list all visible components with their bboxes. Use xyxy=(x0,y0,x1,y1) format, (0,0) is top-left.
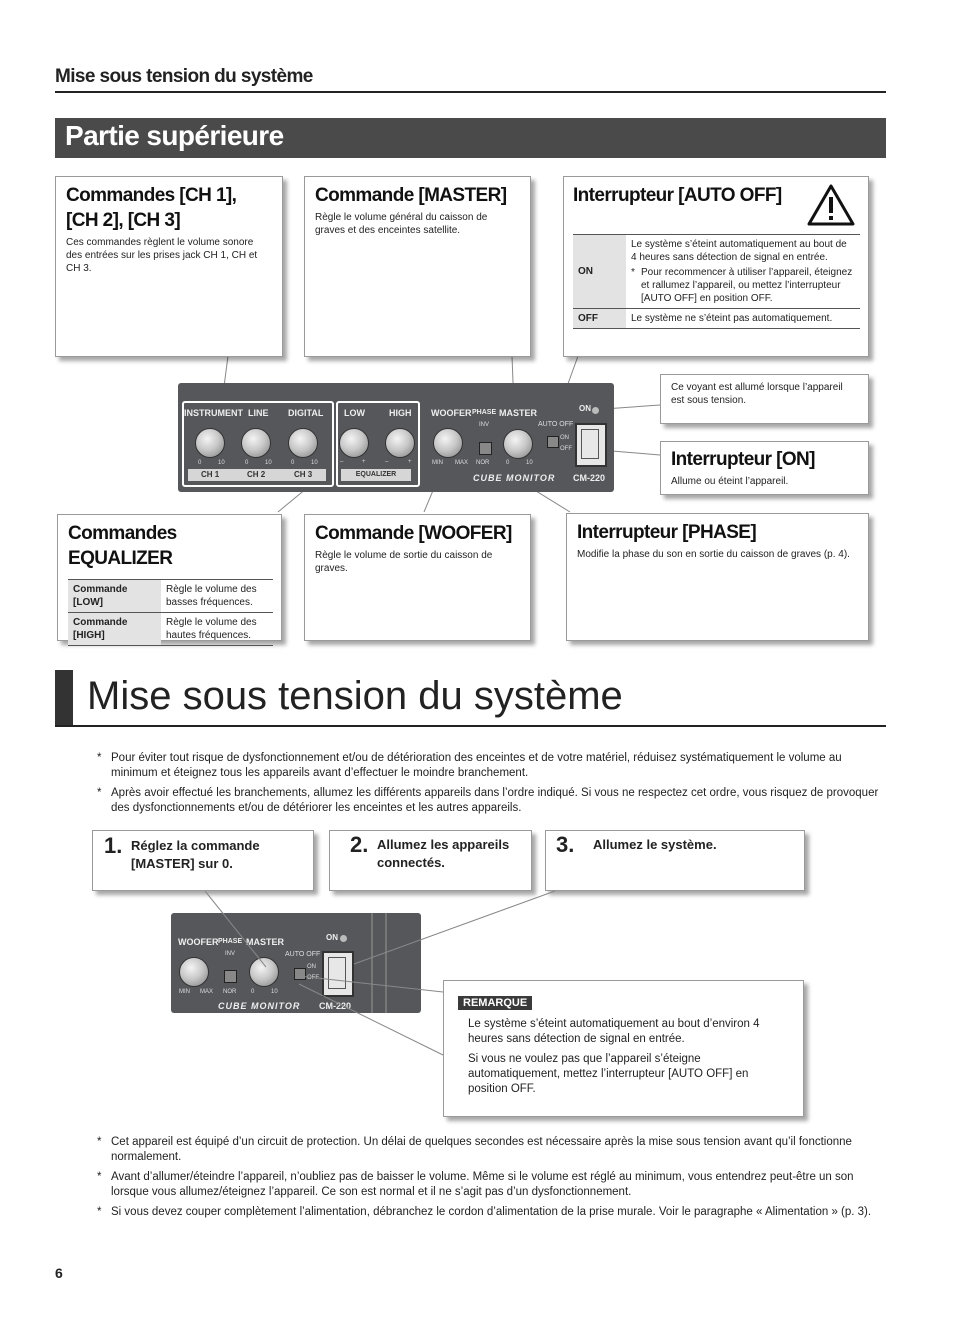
ch1-min-mark: 0 xyxy=(198,460,202,466)
label-digital: DIGITAL xyxy=(288,408,324,418)
zoom-label-inv: INV xyxy=(225,951,236,957)
note-star: * xyxy=(97,1136,102,1148)
list-item xyxy=(97,1135,887,1165)
callout-master xyxy=(304,176,531,357)
auto-off-on-note xyxy=(631,266,855,305)
woofer-min-mark: MIN xyxy=(432,460,443,466)
callout-led xyxy=(660,374,869,424)
callout-ch-text: Ces commandes règlent le volume sonore des entrées sur les prises jack CH 1, CH et CH 3. xyxy=(66,237,258,274)
zoom-master-min-mark: 0 xyxy=(251,989,255,995)
label-woofer: WOOFER xyxy=(431,408,472,418)
callout-ch xyxy=(55,176,283,357)
list-item xyxy=(97,751,887,781)
callout-phase-title: Interrupteur [PHASE] xyxy=(577,522,757,543)
device-panel-top xyxy=(178,383,614,492)
panel-brand: CUBE MONITOR xyxy=(473,473,556,483)
label-ch1: CH 1 xyxy=(201,470,220,479)
auto-off-table xyxy=(573,234,860,329)
woofer-max-mark: MAX xyxy=(455,460,469,466)
section-power-heading xyxy=(55,670,886,727)
master-min-mark: 0 xyxy=(506,460,510,466)
step-3-text: Allumez le système. xyxy=(593,837,717,852)
callout-woofer-text: Règle le volume de sortie du caisson de graves. xyxy=(315,550,493,574)
knob-ch3[interactable] xyxy=(288,428,318,458)
callout-auto-off xyxy=(563,176,869,357)
knob-ch1[interactable] xyxy=(195,428,225,458)
label-nor: NOR xyxy=(476,460,490,466)
note-star: * xyxy=(97,1206,102,1218)
knob-woofer[interactable] xyxy=(433,428,463,458)
remarque-p1: Le système s’éteint automatiquement au bout d’environ 4 heures sans détection de signal en entrée. xyxy=(468,1018,760,1045)
callout-power-text: Allume ou éteint l’appareil. xyxy=(671,476,789,487)
table-row xyxy=(68,580,273,613)
section-power-title: Mise sous tension du système xyxy=(87,674,623,718)
notes-before xyxy=(97,751,887,816)
step-2-number: 2. xyxy=(350,832,369,857)
remarque-box xyxy=(443,980,804,1117)
remarque-label: REMARQUE xyxy=(458,996,532,1010)
zoom-panel-brand: CUBE MONITOR xyxy=(218,1001,301,1011)
zoom-panel-model: CM-220 xyxy=(319,1001,352,1011)
heading-bar xyxy=(55,670,73,725)
auto-off-off-text: Le système ne s’éteint pas automatiquement. xyxy=(626,309,860,329)
table-row xyxy=(68,613,273,646)
callout-woofer-title: Commande [WOOFER] xyxy=(315,523,512,544)
callout-equalizer-title: Commandes EQUALIZER xyxy=(68,523,177,569)
section-top-title: Partie supérieure xyxy=(65,120,284,151)
master-max-mark: 10 xyxy=(526,460,533,466)
equalizer-table xyxy=(68,579,273,646)
auto-off-row-on xyxy=(573,235,860,309)
low-minus-mark: – xyxy=(340,459,344,465)
ch2-min-mark: 0 xyxy=(245,460,249,466)
note-text: Après avoir effectué les branchements, allumez les différents appareils dans l’ordre indiqué. Si vous ne respectez cet ordre, vous risquez de provoquer des dysfonctionnements et/ou de détériorer les enceintes et les autres appareils. xyxy=(111,787,879,814)
notes-after xyxy=(97,1135,887,1220)
note-star: * xyxy=(97,787,102,799)
list-item xyxy=(97,786,887,816)
callout-auto-off-title: Interrupteur [AUTO OFF] xyxy=(573,185,782,206)
note-text: Cet appareil est équipé d’un circuit de protection. Un délai de quelques secondes est nécessaire après la mise sous tension avant qu’il fonctionne normalement. xyxy=(111,1136,852,1163)
page-number: 6 xyxy=(55,1265,63,1281)
callout-phase-text: Modifie la phase du son en sortie du caisson de graves (p. 4). xyxy=(577,549,850,560)
power-switch[interactable] xyxy=(575,423,607,467)
callout-woofer xyxy=(304,514,531,641)
label-master: MASTER xyxy=(499,408,537,418)
auto-off-on-note-text: Pour recommencer à utiliser l’appareil, éteignez et rallumez l’appareil, ou mettez l’interrupteur [AUTO OFF] en position OFF. xyxy=(641,267,853,304)
zoom-woofer-max-mark: MAX xyxy=(200,989,214,995)
phase-switch[interactable] xyxy=(479,442,492,455)
panel-model: CM-220 xyxy=(573,473,606,483)
low-plus-mark: + xyxy=(362,459,366,465)
list-item xyxy=(97,1205,887,1220)
label-ch2: CH 2 xyxy=(247,470,266,479)
zoom-master-max-mark: 10 xyxy=(271,989,278,995)
ch-label-strip xyxy=(188,469,326,481)
zoom-label-master: MASTER xyxy=(246,937,284,947)
label-phase: PHASE xyxy=(472,409,497,416)
auto-off-on-note-star: * xyxy=(631,267,635,278)
label-instrument: INSTRUMENT xyxy=(184,408,243,418)
zoom-label-on: ON xyxy=(326,933,338,942)
high-plus-mark: + xyxy=(408,459,412,465)
label-ch3: CH 3 xyxy=(294,470,313,479)
callout-led-text: Ce voyant est allumé lorsque l’appareil est sous tension. xyxy=(671,382,843,406)
zoom-label-auto-off: AUTO OFF xyxy=(285,951,321,958)
high-minus-mark: – xyxy=(385,459,389,465)
note-text: Si vous devez couper complètement l’alimentation, débranchez le cordon d’alimentation de la prise murale. Voir le paragraphe « Alimentation » (p. 3). xyxy=(111,1206,872,1218)
note-star: * xyxy=(97,752,102,764)
label-inv: INV xyxy=(479,422,490,428)
eq-row-low-key: Commande [LOW] xyxy=(68,580,161,613)
knob-low[interactable] xyxy=(339,428,369,458)
zoom-woofer-min-mark: MIN xyxy=(179,989,190,995)
label-on: ON xyxy=(579,404,591,413)
callout-equalizer xyxy=(57,514,282,641)
ch3-max-mark: 10 xyxy=(311,460,318,466)
step-3-number: 3. xyxy=(556,832,575,857)
label-equalizer: EQUALIZER xyxy=(341,469,411,481)
auto-off-switch[interactable] xyxy=(547,436,559,448)
knob-ch2[interactable] xyxy=(241,428,271,458)
step-1-text: Réglez la commande [MASTER] sur 0. xyxy=(131,838,260,871)
running-title: Mise sous tension du système xyxy=(55,66,313,87)
callout-power-title: Interrupteur [ON] xyxy=(671,449,815,470)
label-switch-off: OFF xyxy=(560,446,572,452)
callout-phase xyxy=(566,513,869,641)
eq-row-low-value: Règle le volume des basses fréquences. xyxy=(161,580,273,613)
ch3-min-mark: 0 xyxy=(291,460,295,466)
knob-high[interactable] xyxy=(385,428,415,458)
auto-off-row-off xyxy=(573,309,860,329)
eq-row-high-value: Règle le volume des hautes fréquences. xyxy=(161,613,273,646)
zoom-label-phase: PHASE xyxy=(218,938,243,945)
note-text: Avant d’allumer/éteindre l’appareil, n’oubliez pas de baisser le volume. Même si le volume est réglé au minimum, vous entendrez peut-être un son lorsque vous allumez/éteignez l’appareil. Ce son est normal et il ne s’agit pas d’un dysfonctionnement. xyxy=(111,1171,854,1198)
auto-off-off-label: OFF xyxy=(573,309,626,329)
step-2-text: Allumez les appareils connectés. xyxy=(377,837,510,870)
auto-off-on-label: ON xyxy=(573,235,626,309)
power-led xyxy=(592,407,599,414)
ch2-max-mark: 10 xyxy=(265,460,272,466)
list-item xyxy=(97,1170,887,1200)
callout-master-text: Règle le volume général du caisson de graves et des enceintes satellite. xyxy=(315,212,488,236)
zoom-label-switch-on: ON xyxy=(307,964,316,970)
note-text: Pour éviter tout risque de dysfonctionnement et/ou de détérioration des enceintes et de votre matériel, réduisez systématiquement le volume au minimum et éteignez tous les appareils avant d’effectuer le moindre branchement. xyxy=(111,752,842,779)
label-line: LINE xyxy=(248,408,269,418)
label-low: LOW xyxy=(344,408,365,418)
ch1-max-mark: 10 xyxy=(218,460,225,466)
eq-row-high-key: Commande [HIGH] xyxy=(68,613,161,646)
label-switch-on: ON xyxy=(560,435,569,441)
auto-off-on-text: Le système s’éteint automatiquement au bout de 4 heures sans détection de signal en entrée. xyxy=(631,239,847,263)
callout-power xyxy=(660,441,869,495)
auto-off-on-cell xyxy=(626,235,860,309)
step-1-number: 1. xyxy=(104,833,123,858)
zoom-label-nor: NOR xyxy=(223,989,237,995)
remarque-p2: Si vous ne voulez pas que l’appareil s’éteigne automatiquement, mettez l’interrupteur [AUTO OFF] en position OFF. xyxy=(468,1053,749,1095)
label-auto-off: AUTO OFF xyxy=(538,421,574,428)
note-star: * xyxy=(97,1171,102,1183)
zoom-label-switch-off: OFF xyxy=(307,975,319,981)
warning-icon xyxy=(807,183,855,226)
zoom-label-woofer: WOOFER xyxy=(178,937,219,947)
knob-master[interactable] xyxy=(503,429,533,459)
callout-master-title: Commande [MASTER] xyxy=(315,185,507,206)
label-high: HIGH xyxy=(389,408,412,418)
callout-ch-title: Commandes [CH 1], [CH 2], [CH 3] xyxy=(66,185,237,231)
